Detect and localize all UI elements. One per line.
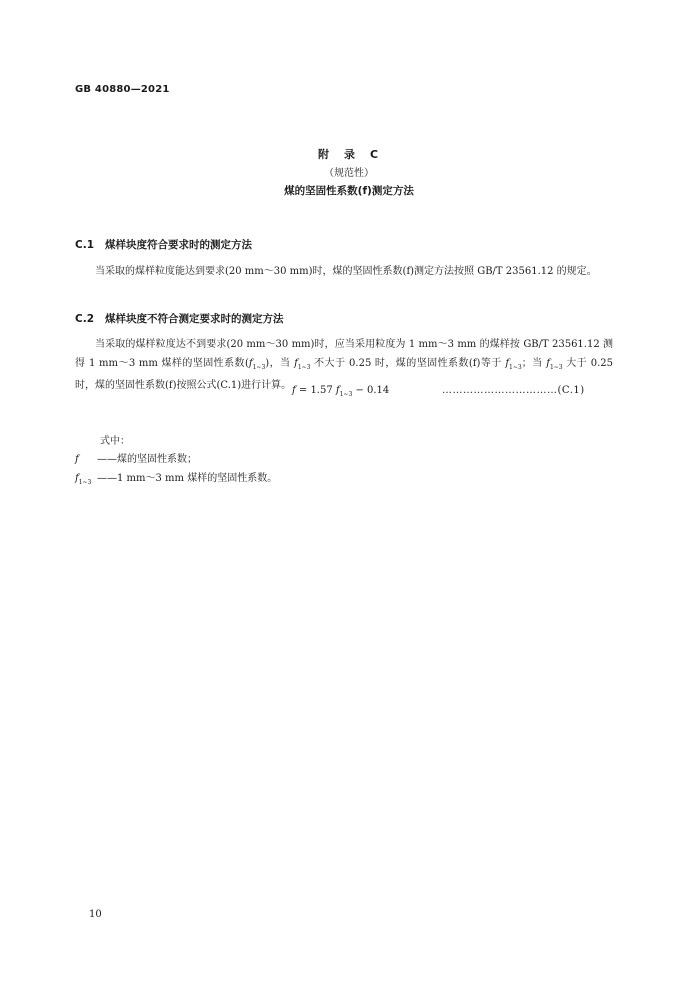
standard-number: GB 40880—2021	[75, 84, 170, 95]
section-paragraph-c1: 当采取的煤样粒度能达到要求(20 mm～30 mm)时，煤的坚固性系数(f)测定方法按照 GB/T 23561.12 的规定。	[95, 266, 597, 277]
section-heading-c2	[75, 311, 284, 326]
formula-coef: = 1.57	[295, 385, 336, 396]
para-text: 大于 0.25 时，煤的坚固性系数(f)按照公式(C.1)进行计算。	[75, 357, 613, 391]
page-number: 10	[89, 909, 102, 920]
where-intro: 式中：	[100, 436, 130, 447]
appendix-name: 煤的坚固性系数(f)测定方法	[284, 185, 414, 197]
where-symbol: f	[75, 454, 79, 465]
symbol-f: f	[294, 357, 298, 369]
para-text: )，当	[265, 357, 295, 369]
appendix-title: 附 录 C	[317, 148, 381, 161]
para-text: 当采取的煤样粒度达不到要求(20 mm～30 mm)时，应当采用粒度为 1 mm～3 mm 的煤样按 GB/T 23561.12 测得 1 mm～3 mm 煤样的坚固性系数(	[75, 339, 613, 369]
subscript: 1~3	[509, 363, 522, 371]
para-text: 不大于 0.25 时，煤的坚固性系数(f)等于	[310, 357, 506, 369]
section-number: C.1	[75, 239, 95, 251]
appendix-subtitle: （规范性）	[324, 168, 374, 179]
symbol-f: f	[546, 357, 550, 369]
subscript: 1~3	[252, 363, 266, 371]
formula-var: f	[335, 385, 340, 396]
where-item-f13	[75, 469, 277, 486]
section-heading-c1	[75, 237, 252, 252]
where-item-f	[75, 450, 197, 465]
where-desc: ——1 mm～3 mm 煤样的坚固性系数。	[97, 473, 278, 484]
formula-number: ……………………………(C.1)	[442, 385, 585, 396]
subscript: 1~3	[549, 363, 563, 371]
subscript: 1~3	[297, 363, 311, 371]
formula-c1	[292, 385, 389, 398]
formula-lhs: f	[292, 385, 296, 396]
formula-tail: − 0.14	[352, 385, 390, 396]
where-symbol: f	[75, 473, 79, 484]
section-title: 煤样块度不符合测定要求时的测定方法	[105, 313, 284, 325]
section-number: C.2	[75, 313, 95, 325]
where-desc: ——煤的坚固性系数；	[97, 454, 197, 465]
section-title: 煤样块度符合要求时的测定方法	[105, 239, 252, 251]
formula-subscript: 1~3	[339, 391, 353, 398]
symbol-f: f	[505, 357, 510, 369]
para-text: ；当	[521, 357, 547, 369]
where-subscript: 1~3	[78, 479, 92, 486]
symbol-f: f	[248, 357, 253, 369]
